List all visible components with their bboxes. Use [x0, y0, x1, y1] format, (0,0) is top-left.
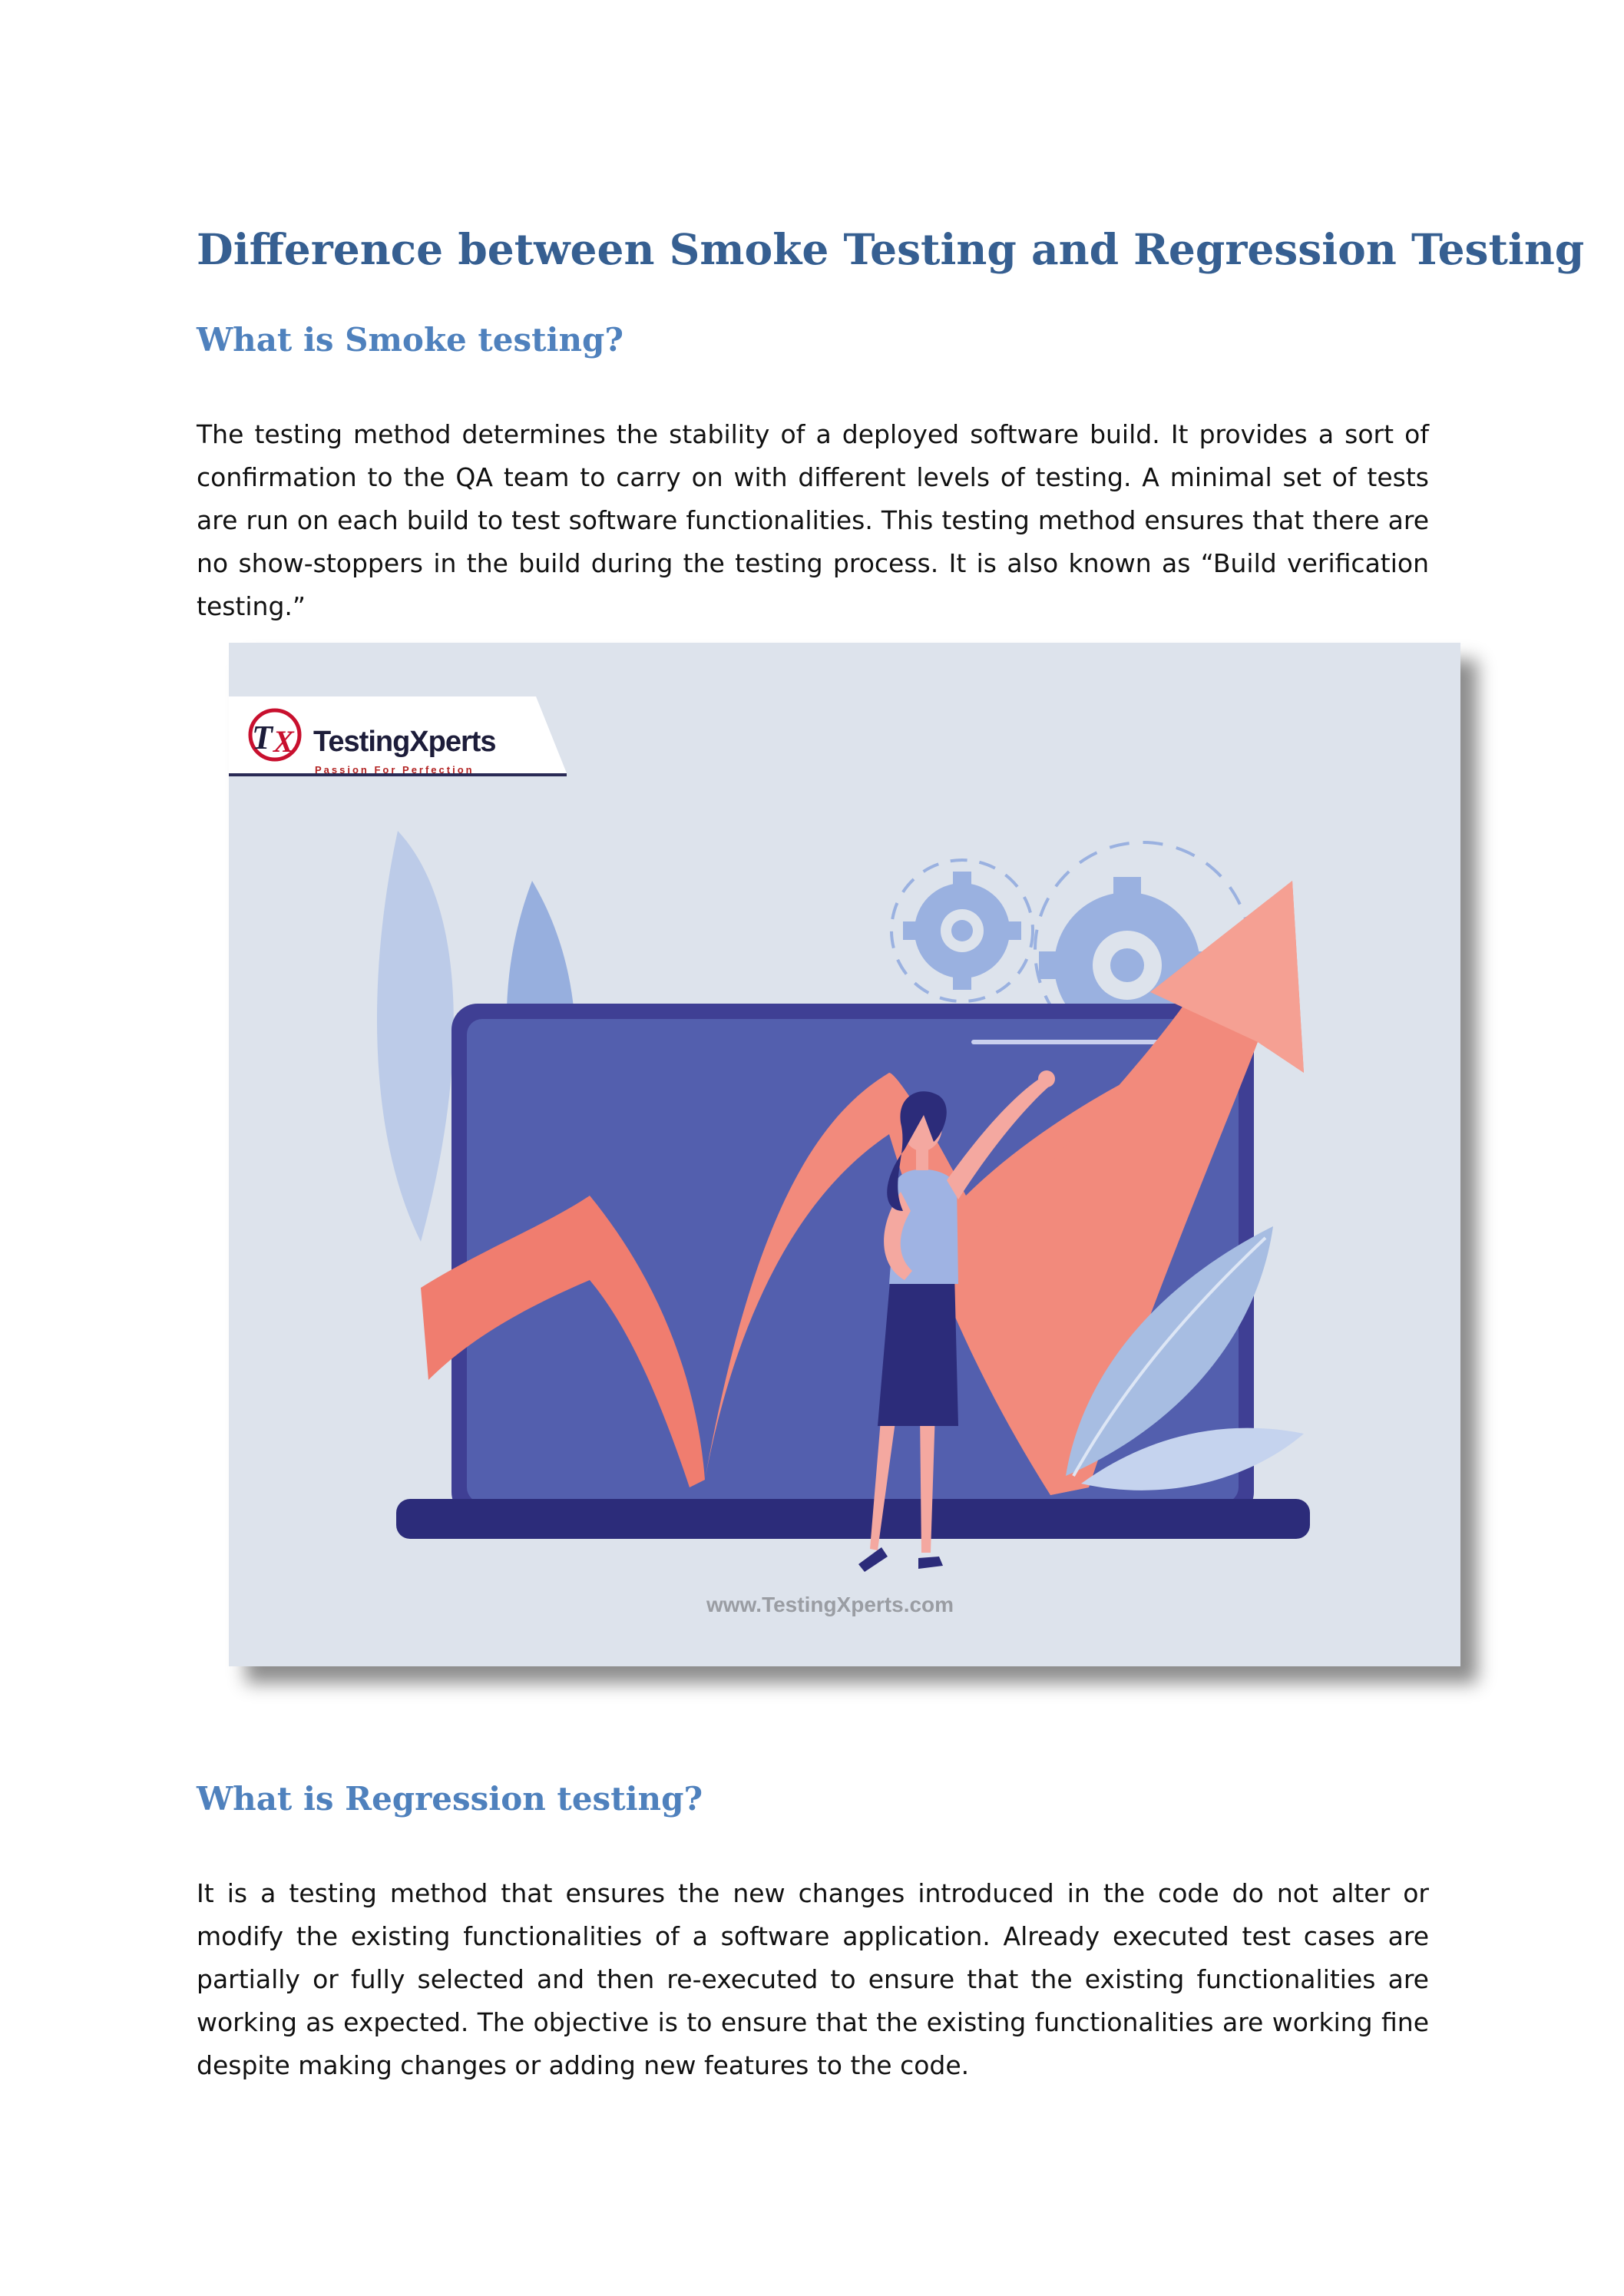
svg-text:X: X — [273, 724, 294, 759]
logo-wordmark: TestingXperts — [313, 726, 496, 758]
regression-testing-heading: What is Regression testing? — [197, 1780, 703, 1818]
svg-text:T: T — [252, 719, 273, 756]
smoke-testing-heading: What is Smoke testing? — [197, 321, 624, 359]
regression-testing-paragraph: It is a testing method that ensures the new changes introduced in the code do not alter or modify the existing functionalities of a software application. Already executed test cases are partially or fully selected and then re-executed to ensure that the existing functionalities are working as expected. The objective is to ensure that the existing functionalities are working fine despite making changes or adding new features to the code. — [197, 1878, 1429, 2080]
smoke-testing-paragraph: The testing method determines the stability of a deployed software build. It provides a sort of confirmation to the QA team to carry on with different levels of testing. A minimal set of tests are run on each build to test software functionalities. This testing method ensures that there are no show-stoppers in the build during the testing process. It is also known as “Build verification testing.” — [197, 419, 1429, 621]
illustration-artwork — [229, 643, 1460, 1666]
logo-tagline: Passion For Perfection — [315, 764, 475, 776]
testing-illustration — [229, 643, 1460, 1666]
figure-watermark-url: www.TestingXperts.com — [706, 1593, 954, 1616]
page-title: Difference between Smoke Testing and Regression Testing — [197, 224, 1585, 274]
